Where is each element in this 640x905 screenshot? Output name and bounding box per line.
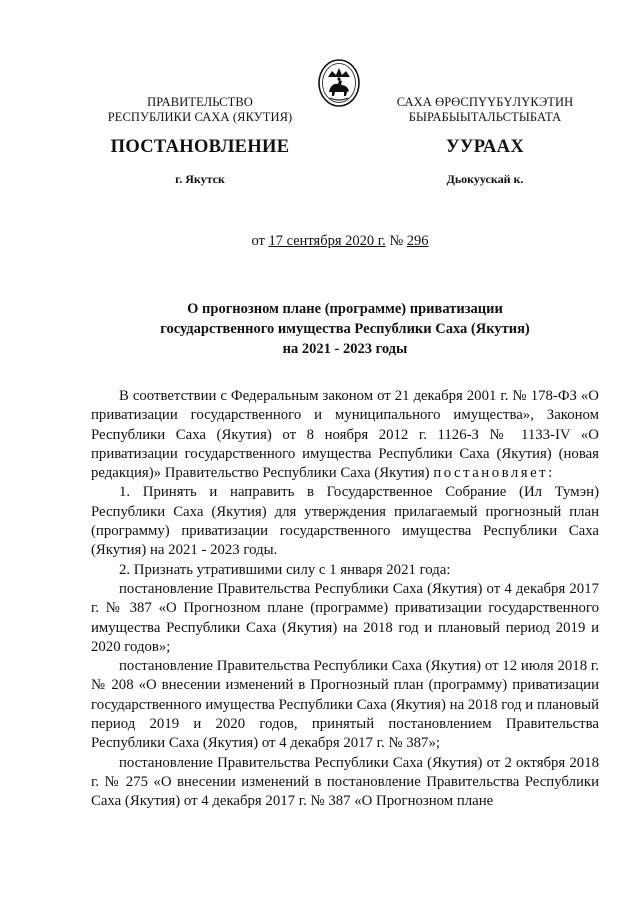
- preamble-paragraph: [91, 387, 599, 483]
- document-number: 296: [406, 233, 429, 249]
- right-doctype-heading: УУРААХ: [446, 137, 524, 157]
- title-line-3: на 2021 - 2023 годы: [282, 341, 408, 357]
- clause-1-paragraph: 1. Принять и направить в Государственное Собрание (Ил Тумэн) Республики Саха (Якутия) для утверждения прилагаемый прогнозный план (программу) приватизации государственного имущества Республики Саха (Якутия) на 2021 - 2023 годы.: [91, 484, 599, 559]
- repealed-act-3: постановление Правительства Республики Саха (Якутия) от 2 октября 2018 г. № 275 «О внесении изменений в постановление Правительства Республики Саха (Якутия) от 4 декабря 2017 г. № 387 «О Прогнозном плане: [91, 754, 599, 810]
- document-date-line: [0, 233, 640, 250]
- right-org-line-2: БЫРАБЫЫТАЛЬСТЫБАТА: [408, 110, 562, 124]
- document-date: 17 сентября 2020 г.: [268, 233, 386, 249]
- document-title: [90, 299, 600, 359]
- left-org-line-2: РЕСПУБЛИКИ САХА (ЯКУТИЯ): [107, 110, 293, 124]
- resolves-verb: постановляет:: [433, 465, 555, 482]
- right-organization-name: [375, 95, 595, 125]
- left-org-line-1: ПРАВИТЕЛЬСТВО: [147, 95, 253, 109]
- repealed-act-1: постановление Правительства Республики Саха (Якутия) от 4 декабря 2017 г. № 387 «О Прогнозном плане (программе) приватизации государственного имущества Республики Саха (Якутия) на 2018 год и плановый период 2019 и 2020 годов»;: [91, 580, 599, 655]
- coat-of-arms-emblem-icon: [317, 58, 361, 108]
- title-line-1: О прогнозном плане (программе) приватизации: [187, 301, 503, 317]
- left-doctype-heading: ПОСТАНОВЛЕНИЕ: [110, 137, 290, 157]
- document-body: [91, 387, 599, 812]
- date-prefix: от: [251, 233, 269, 249]
- preamble-text: В соответствии с Федеральным законом от 21 декабря 2001 г. № 178-ФЗ «О приватизации государственного и муниципального имущества», Законом Республики Саха (Якутия) от 8 ноября 2012 г. 1126-З № 1133-IV «О приватизации государственного имущества Республики Саха (Якутия) (новая редакция)» Правительство Республики Саха (Якутия): [91, 388, 599, 482]
- clause-2-paragraph: 2. Признать утратившими силу с 1 января 2021 года:: [119, 561, 451, 578]
- left-organization-name: [90, 95, 310, 125]
- right-city-label: Дьокуускай к.: [446, 172, 524, 186]
- repealed-act-2: постановление Правительства Республики Саха (Якутия) от 12 июля 2018 г. № 208 «О внесении изменений в Прогнозный план (программу) приватизации государственного имущества Республики Саха (Якутия) на 2018 год и плановый период 2019 и 2020 годов, принятый постановлением Правительства Республики Саха (Якутия) от 4 декабря 2017 г. № 387»;: [91, 658, 599, 752]
- number-prefix: №: [385, 233, 407, 249]
- right-org-line-1: САХА ӨРӨСПҮҮБҮЛҮКЭТИН: [396, 95, 574, 109]
- title-line-2: государственного имущества Республики Саха (Якутия): [160, 321, 530, 337]
- left-city-label: г. Якутск: [175, 172, 225, 186]
